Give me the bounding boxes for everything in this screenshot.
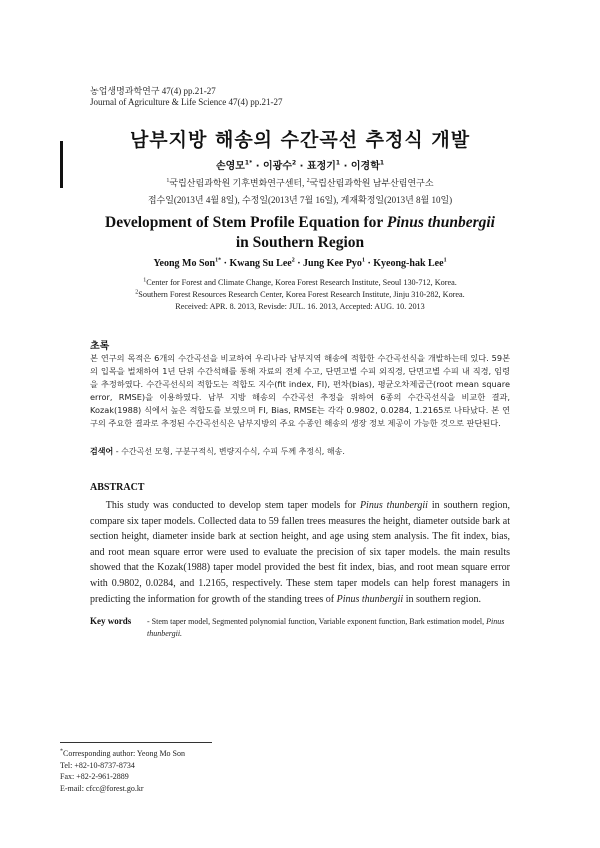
english-abstract: This study was conducted to develop stem taper models for Pinus thunbergii in southern region, compare six taper models. Collected data to 59 fallen trees measures the height, diameter outside bark at section height, diameter inside bark at section height, and age using stem analysis. The fit index, bias, and root mean square error were used to evaluate the precision of six taper models. the main results showed that the Kozak(1988) taper model provided the best fit index, bias, and root mean square error with 0.9802, 0.0284, and 1.2165, respectively. These stem taper models can help forest managers in predicting the information for growth of the standing trees of Pinus thunbergii in southern region. [90, 500, 511, 605]
author: Kwang Su Lee [229, 258, 292, 269]
journal-citation-english: Journal of Agriculture & Life Science 47(4) pp.21-27 [90, 97, 283, 107]
author: 손영모 [215, 161, 245, 172]
author: Kyeong-hak Lee [373, 258, 444, 269]
author: 표정기 [306, 161, 336, 172]
english-keywords-label: Key words [90, 616, 132, 626]
author: Yeong Mo Son [153, 258, 216, 269]
footnote-divider [60, 742, 212, 743]
korean-abstract: 본 연구의 목적은 6개의 수간곡선을 비교하여 우리나라 남부지역 해송에 적합한 수간곡선식을 개발하는데 있다. 59본의 입목을 벌채하여 1년 단위 수간석해를 통해 자료의 전체 수고, 단면고별 수피 외직경, 단면고별 수피 내 직경, 임령을 추정하였다. 수간곡선식의 적합도는 적합도 지수(fit index, FI), 편차(bias), 평균오차제곱근(root mean square error, RMSE)을 이용하였다. 남부 지방 해송의 수간곡선 추정을 위하여 6종의 수간곡선식을 비교한 결과, Kozak(1988) 식에서 높은 적합도를 보였으며 FI, Bias, RMSE는 각각 0.9802, 0.0284, 1.2165로 나타났다. 본 연구의 주요한 결과로 추정된 수간곡선식은 남부지방의 주요 수종인 해송의 생장 정보 제공이 가능한 것으로 판단된다. [90, 353, 510, 428]
author: 이광수 [263, 161, 292, 172]
email: E-mail: cfcc@forest.go.kr [60, 783, 144, 793]
english-authors: Yeong Mo Son$^{1*}$ · Kwang Su Lee$^2$ · Jung Kee Pyo$^1$ · Kyeong-hak Lee$^1$ [153, 257, 447, 269]
corresponding-author: Corresponding author: Yeong Mo Son [63, 749, 186, 758]
korean-title: 남부지방 해송의 수간곡선 추정식 개발 [129, 129, 471, 151]
species-name: Pinus thunbergii. [147, 617, 505, 638]
english-title: Development of Stem Profile Equation for Pinus thunbergii in Southern Region [105, 214, 495, 251]
korean-keywords [90, 446, 345, 457]
species-name: Pinus thunbergii [359, 500, 428, 511]
korean-authors: 손영모$^{1*}$ · 이광수$^2$ · 표정기$^1$ · 이경학$^1$ [215, 159, 385, 172]
korean-dates: 접수일(2013년 4월 8일), 수정일(2013년 7월 16일), 게재확정일(2013년 8월 10일) [147, 195, 453, 205]
journal-citation-korean: 농업생명과학연구 47(4) pp.21-27 [90, 86, 216, 96]
fax: Fax: +82-2-961-2889 [60, 772, 129, 781]
english-keywords: - Stem taper model, Segmented polynomial function, Variable exponent function, Bark estimation model, Pinus thunbergii. [147, 617, 505, 638]
author: 이경학 [350, 161, 380, 172]
english-abstract-heading: ABSTRACT [90, 482, 145, 493]
species-name: Pinus thunbergii [336, 593, 404, 605]
english-dates: Received: APR. 8. 2013, Revisde: JUL. 16. 2013, Accepted: AUG. 10. 2013 [175, 302, 425, 311]
korean-affiliations: $^1$국립산림과학원 기후변화연구센터, $^2$국립산림과학원 남부산림연구소 [166, 178, 434, 188]
telephone: Tel: +82-10-8737-8734 [60, 760, 135, 770]
korean-keywords-label: 검색어 [90, 447, 114, 456]
author: Jung Kee Pyo [303, 258, 362, 269]
corresponding-author-footnote: *Corresponding author: Yeong Mo Son Tel: +82-10-8737-8734 Fax: +82-2-961-2889 E-mail: cfcc@forest.go.kr [60, 748, 186, 793]
species-name: Pinus thunbergii [386, 214, 495, 231]
korean-abstract-heading: 초록 [90, 341, 110, 352]
korean-keywords-list: - 수간곡선 모형, 구분구적식, 변량지수식, 수피 두께 추정식, 해송. [115, 447, 345, 456]
english-affiliations: $^1$Center for Forest and Climate Change, Korea Forest Research Institute, Seoul 130-712, Korea. $^2$Southern Forest Resources Research Center, Korea Forest Research Institute, Jinju 310-282, Korea. [135, 277, 465, 299]
